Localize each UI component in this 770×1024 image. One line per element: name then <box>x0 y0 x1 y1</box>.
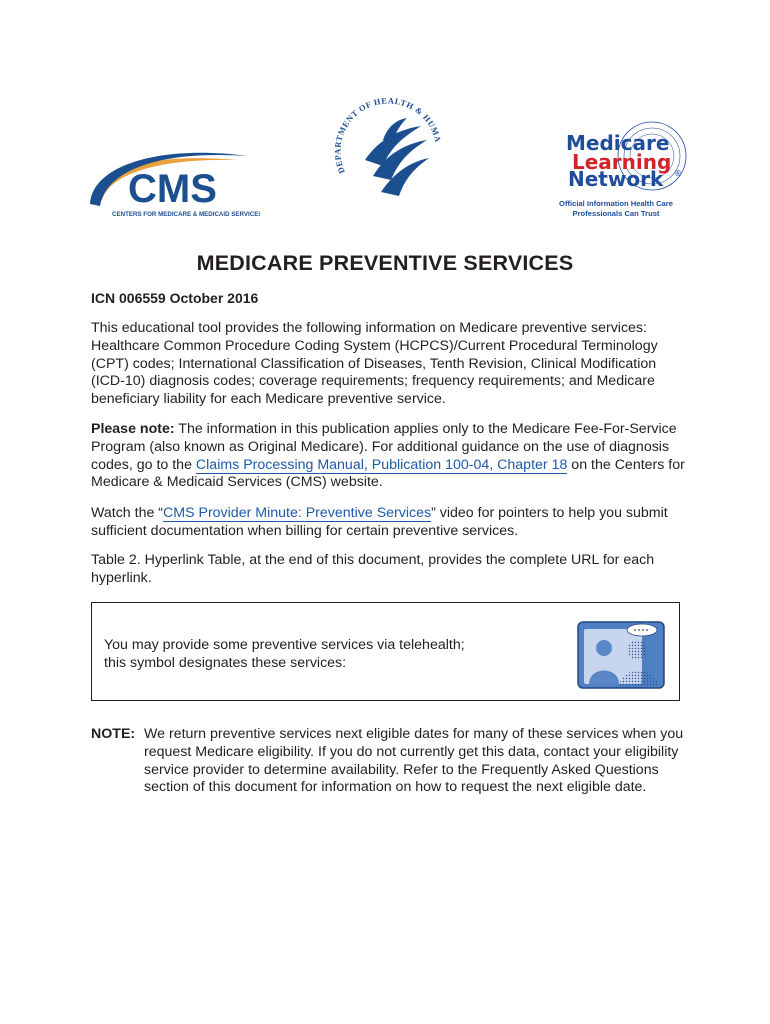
claims-processing-manual-link[interactable]: Claims Processing Manual, Publication 100-04, Chapter 18 <box>195 456 568 473</box>
document-title: MEDICARE PREVENTIVE SERVICES <box>196 251 574 275</box>
watch-paragraph <box>91 505 691 541</box>
note-label: NOTE: <box>91 726 136 742</box>
cms-logo <box>88 100 260 220</box>
cms-wordmark: CMS <box>128 167 217 211</box>
icn-line: ICN 006559 October 2016 <box>91 290 259 306</box>
note-text: We return preventive services next eligible dates for many of these services when you request Medicare eligibility. If you do not currently get this data, contact your eligibility service provider to determine availability. Refer to the Frequently Asked Questions section of this document for information on how to request the next eligible date. <box>144 726 684 796</box>
intro-paragraph: This educational tool provides the following information on Medicare preventive services: Healthcare Common Procedure Coding System (HCPCS)/Current Procedural Terminology (CPT) codes; International Classification of Diseases, Tenth Revision, Clinical Modification (ICD-10) diagnosis codes; coverage requirements; frequency requirements; and Medicare beneficiary liability for each Medicare preventive service. <box>91 320 658 408</box>
mln-logo <box>540 120 690 222</box>
telehealth-text <box>104 637 534 673</box>
mln-tagline-1: Official Information Health Care <box>559 199 673 208</box>
hhs-seal <box>325 80 451 218</box>
telehealth-line-1: You may provide some preventive services via telehealth; <box>104 637 465 653</box>
table-note-paragraph: Table 2. Hyperlink Table, at the end of this document, provides the complete URL for each hyperlink. <box>91 552 655 586</box>
mln-line2: Learning <box>572 150 672 174</box>
please-note-text-after: on the Centers for Medicare & Medicaid Services (CMS) website. <box>91 456 685 491</box>
telehealth-icon <box>577 620 665 690</box>
please-note-label: Please note: <box>91 421 175 437</box>
please-note-paragraph <box>91 421 691 492</box>
telehealth-callout <box>91 602 680 701</box>
telehealth-line-2: this symbol designates these services: <box>104 654 347 671</box>
mln-line3: Network <box>568 167 664 191</box>
cms-subtitle: CENTERS FOR MEDICARE & MEDICAID SERVICES <box>112 211 260 218</box>
mln-line1: Medicare <box>566 131 670 155</box>
cms-provider-minute-link[interactable]: CMS Provider Minute: Preventive Services <box>163 505 432 521</box>
hhs-seal-text: DEPARTMENT OF HEALTH & HUMA <box>333 96 443 175</box>
watch-text-before: Watch the “ <box>91 505 164 521</box>
please-note-text: The information in this publication applies only to the Medicare Fee-For-Service Program (also known as Original Medicare). For additional guidance on the use of diagnosis codes, go to the <box>91 421 677 473</box>
watch-text-after: ” video for pointers to help you submit sufficient documentation when billing for certain preventive services. <box>91 505 668 539</box>
mln-registered: ® <box>674 169 682 178</box>
mln-tagline-2: Professionals Can Trust <box>572 209 660 218</box>
